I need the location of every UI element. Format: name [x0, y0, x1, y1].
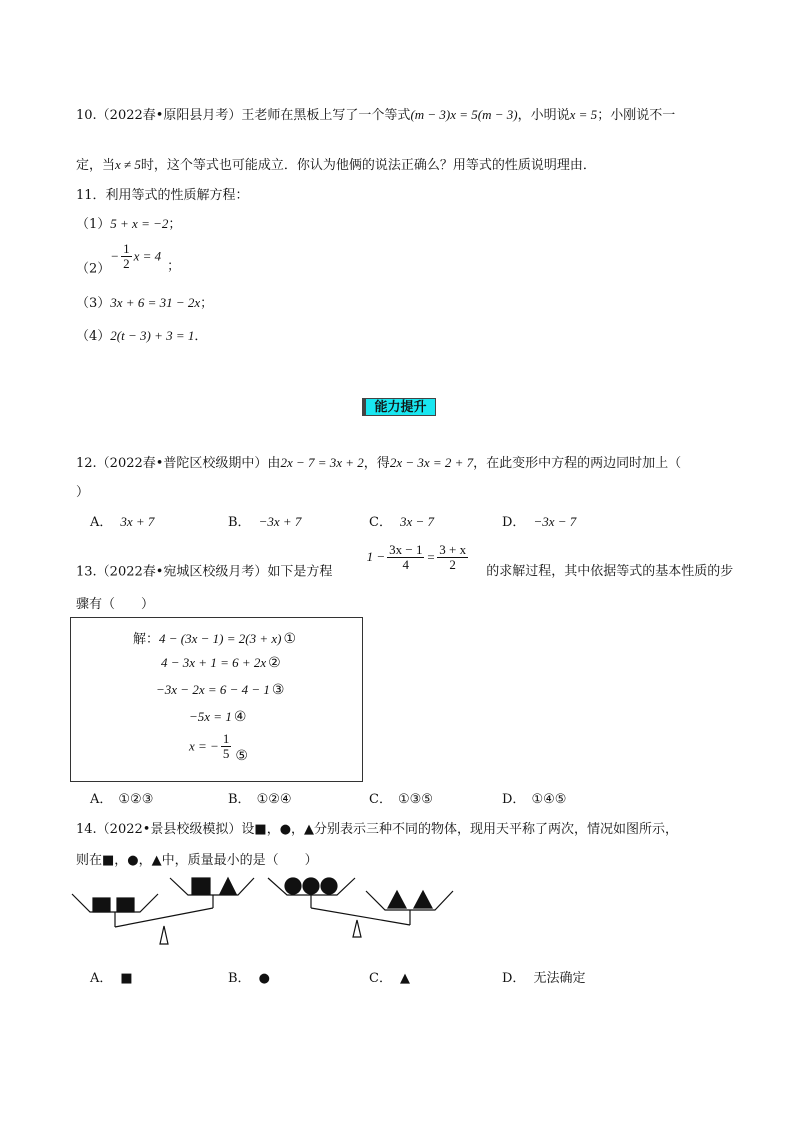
option-value: ①③⑤ [397, 792, 433, 807]
step-equation: −3x − 2x = 6 − 4 − 1 [156, 682, 270, 697]
q14-option-b[interactable] [228, 967, 270, 986]
q11-item-minus: − [110, 248, 120, 264]
q11-item-label: （2） [76, 261, 111, 277]
q11-item-label: （4） [76, 329, 111, 344]
q12-line2: ） [76, 485, 90, 500]
step-mark: ② [268, 655, 281, 671]
option-label: D． [502, 792, 526, 807]
q11-item-end: ； [167, 259, 181, 275]
q10-line2-prefix: 定，当 [76, 158, 116, 173]
option-label: A． [90, 792, 113, 807]
step-equation: 4 − 3x + 1 = 6 + 2x [161, 655, 267, 670]
fraction-numerator: 3 + x [439, 542, 467, 557]
option-label: C． [369, 515, 392, 530]
q11-item-equation: x = 4 [133, 248, 162, 264]
circle-icon: ● [258, 971, 270, 986]
fraction-numerator: 1 [222, 731, 230, 746]
fraction-denominator: 2 [449, 557, 456, 573]
step-equation: −5x = 1 [189, 709, 232, 724]
q13-text-prefix: 13.（2022春•宛城区校级月考）如下是方程 [76, 564, 333, 580]
option-value: ①②④ [256, 792, 292, 807]
q11-item-end: ． [194, 329, 208, 344]
step-equation: x = − [189, 738, 219, 754]
q10-equation: (m − 3)x = 5(m − 3) [410, 107, 518, 122]
q11-item-label: （3） [76, 296, 111, 311]
square-icon: ■ [120, 971, 133, 986]
step-equation: 4 − (3x − 1) = 2(3 + x) [159, 631, 282, 646]
option-label: C． [369, 971, 392, 986]
option-value: −3x − 7 [533, 514, 577, 529]
q11-item-equation: 5 + x = −2 [110, 216, 169, 231]
fraction-denominator: 4 [402, 557, 410, 573]
option-value: −3x + 7 [258, 514, 302, 529]
q11-item-equation: 3x + 6 = 31 − 2x [110, 295, 201, 310]
q12-text-suffix: ，在此变形中方程的两边同时加上（ [473, 456, 682, 471]
fraction-numerator: 3x − 1 [389, 542, 423, 557]
option-label: D． [502, 971, 526, 986]
q11-item-label: （1） [76, 217, 111, 232]
section-tag-ability-improvement: 能力提升 [362, 398, 436, 416]
q10-text-prefix: 10.（2022春•原阳县月考）王老师在黑板上写了一个等式 [76, 108, 411, 123]
option-label: C． [369, 792, 392, 807]
q11-title: 11．利用等式的性质解方程： [76, 188, 249, 203]
q11-item-equation: 2(t − 3) + 3 = 1 [110, 328, 195, 343]
option-value: ①④⑤ [531, 792, 567, 807]
q10-x-neq: x ≠ 5 [115, 157, 141, 172]
q14-option-c[interactable] [369, 967, 410, 986]
q11-item-end: ； [168, 217, 182, 232]
q13-eq-equals: = [426, 549, 436, 565]
q14-option-d[interactable] [502, 967, 585, 986]
q12-text-mid: ，得 [363, 456, 390, 471]
option-label: B． [228, 515, 251, 530]
q11-item-end: ； [200, 296, 214, 311]
q13-line2: 骤有（ ） [76, 597, 155, 612]
q14-line2: 则在■，●，▲中，质量最小的是（ ） [76, 853, 318, 868]
q10-line2-suffix: 时，这个等式也可能成立．你认为他俩的说法正确么？用等式的性质说明理由． [140, 158, 596, 173]
option-label: D． [502, 515, 526, 530]
q10-text-suffix: ；小刚说不一 [597, 108, 676, 123]
balance-scale-1 [72, 878, 254, 944]
fraction-numerator: 1 [123, 241, 130, 256]
q13-eq-left: 1 − [366, 549, 386, 565]
q14-line1: 14.（2022•景县校级模拟）设■，●，▲分别表示三种不同的物体，现用天平称了两次，情况如图所示， [76, 822, 679, 837]
q12-equation-2: 2x − 3x = 2 + 7 [389, 455, 474, 470]
option-value: 3x − 7 [399, 514, 434, 529]
option-value: ①②③ [118, 792, 154, 807]
option-value: 无法确定 [533, 971, 586, 986]
q12-text-prefix: 12.（2022春•普陀区校级期中）由 [76, 456, 281, 471]
step-mark: ③ [271, 682, 285, 698]
q12-equation-1: 2x − 7 = 3x + 2 [280, 455, 364, 470]
fraction-denominator: 2 [123, 256, 130, 272]
option-label: B． [228, 971, 251, 986]
option-label: A． [90, 971, 113, 986]
option-label: B． [228, 792, 251, 807]
balance-scale-2 [268, 878, 453, 937]
q14-option-a[interactable] [90, 967, 133, 986]
solution-label: 解： [133, 632, 160, 647]
step-mark: ④ [233, 709, 247, 725]
step-mark: ① [283, 631, 297, 647]
step-mark: ⑤ [235, 748, 248, 765]
q10-x-eq: x = 5 [569, 107, 598, 122]
triangle-icon: ▲ [399, 971, 410, 986]
q10-text-mid: ，小明说 [517, 108, 570, 123]
fraction-denominator: 5 [222, 746, 230, 762]
option-label: A． [90, 515, 113, 530]
q13-text-suffix: 的求解过程，其中依据等式的基本性质的步 [486, 564, 734, 580]
option-value: 3x + 7 [120, 514, 155, 529]
